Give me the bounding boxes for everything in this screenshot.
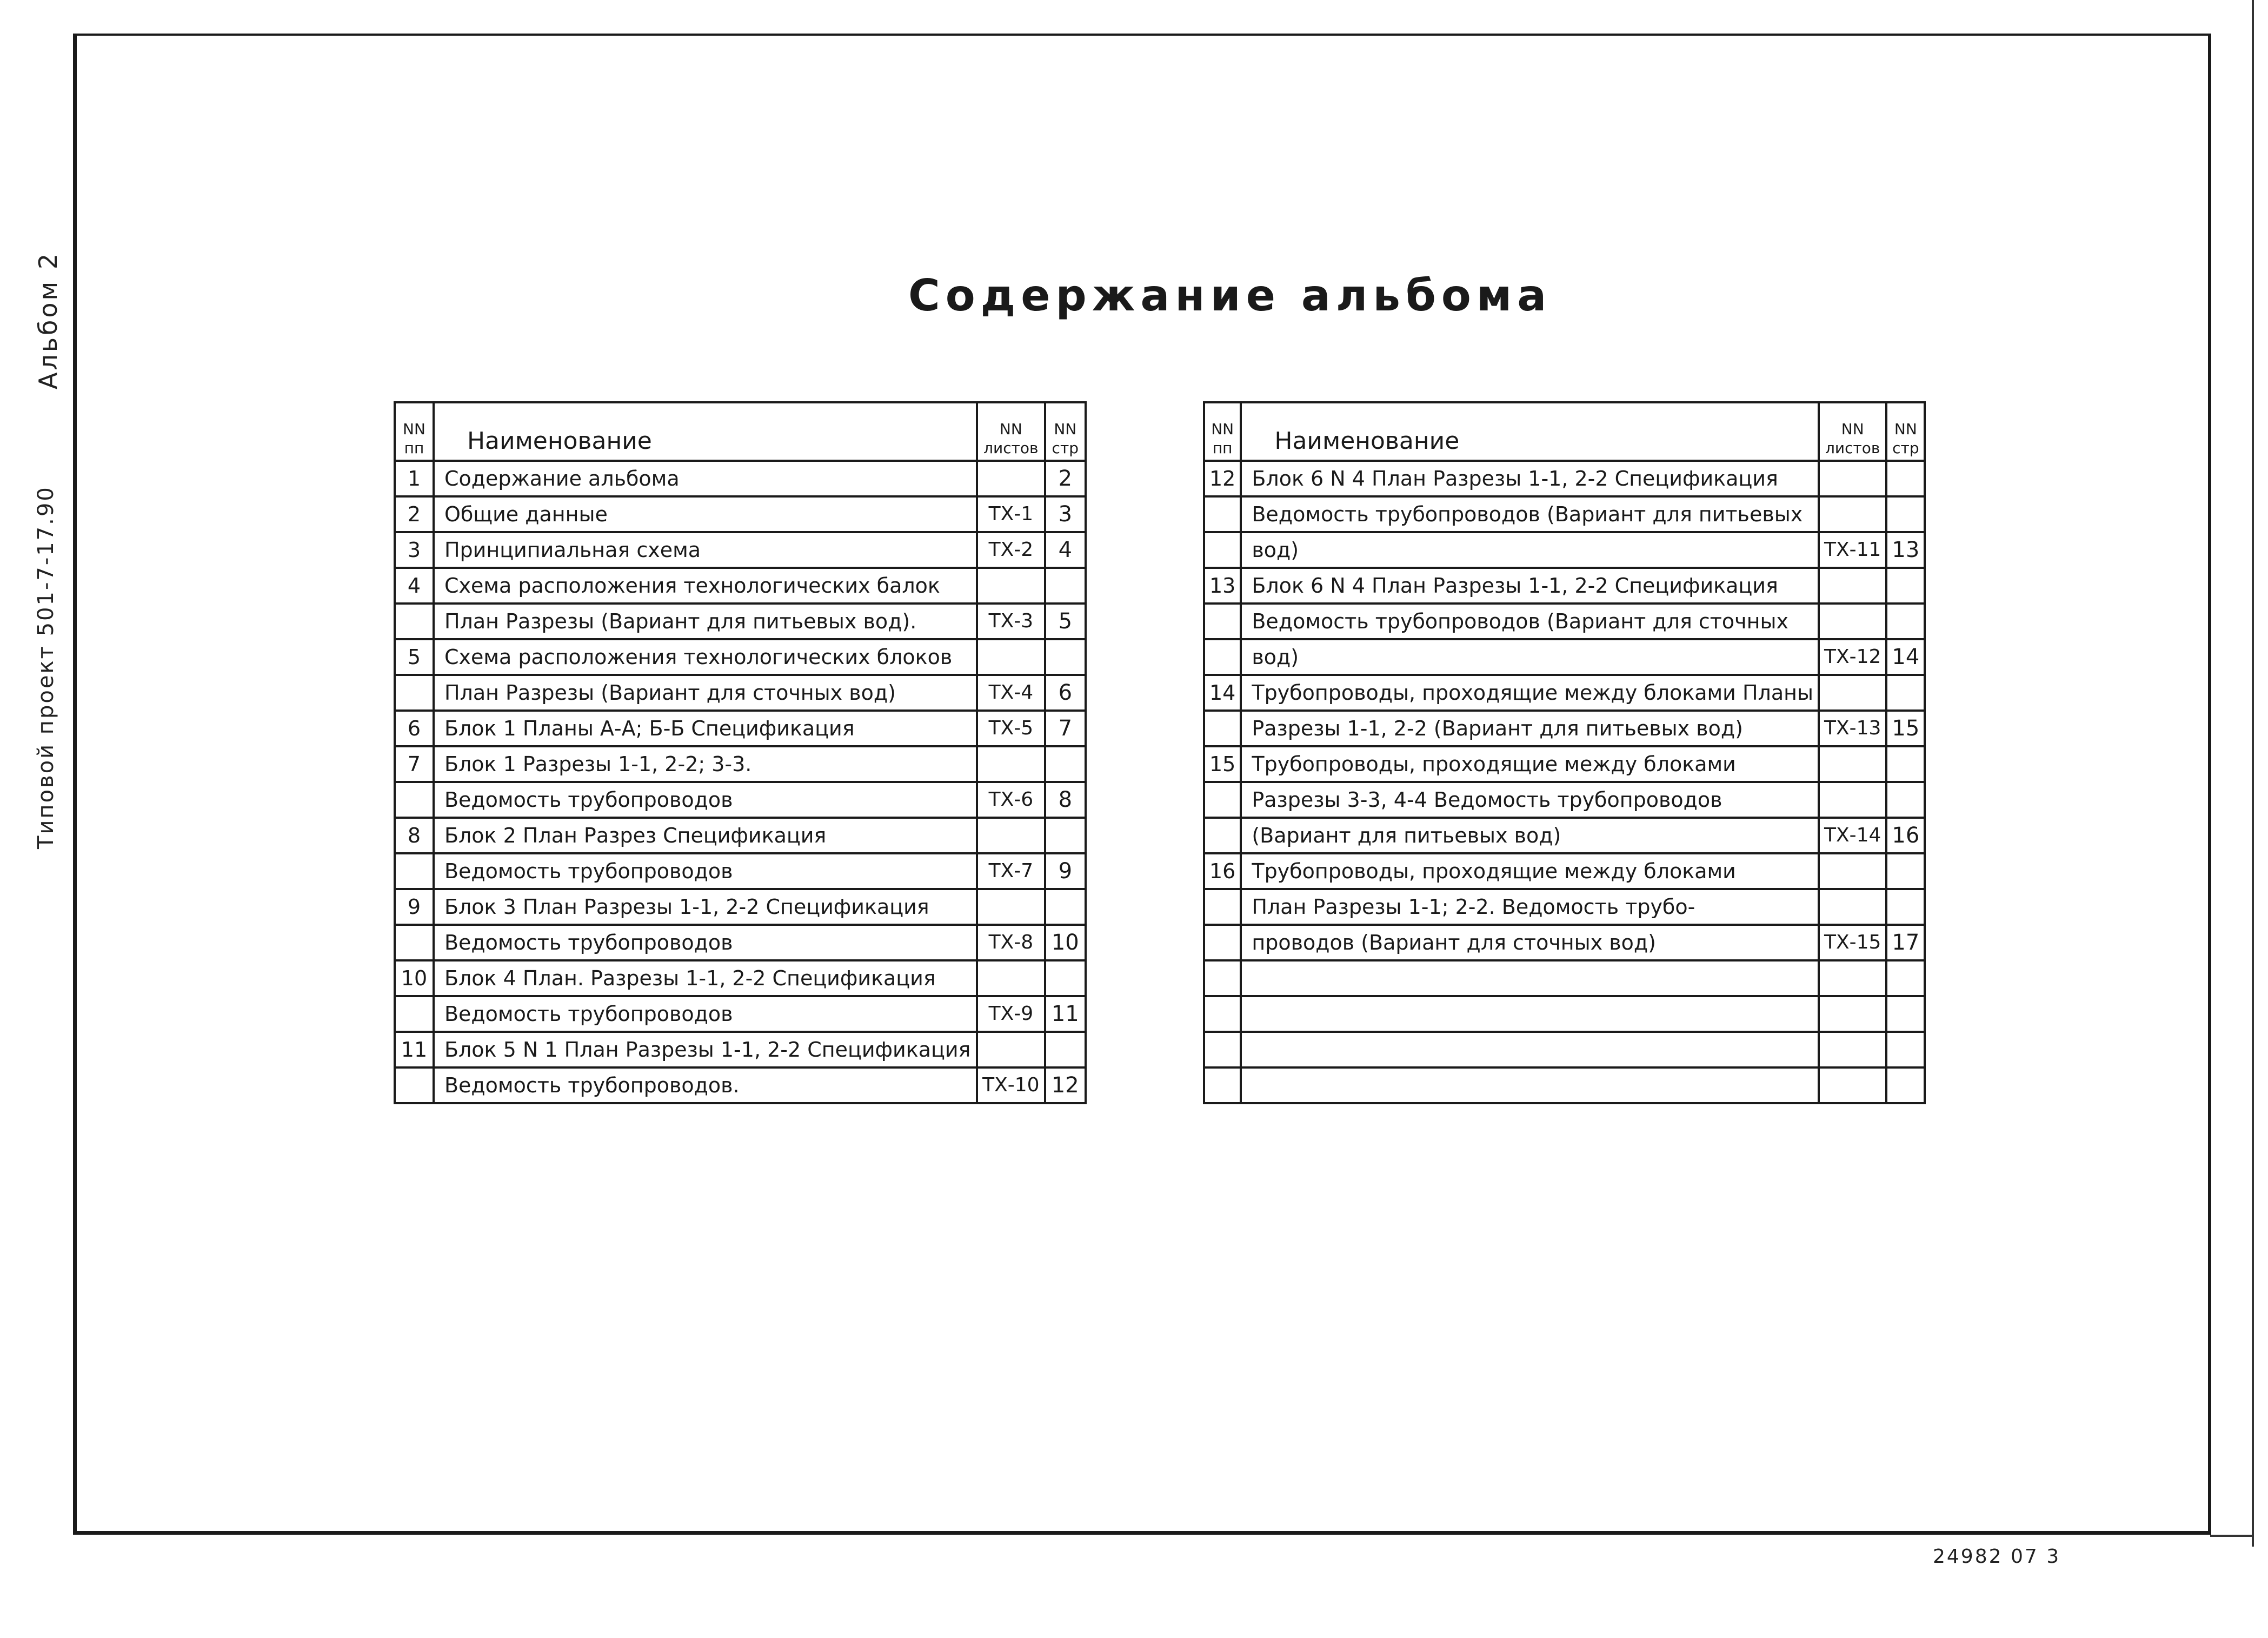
- header-sheets: NN листов: [977, 402, 1045, 461]
- row-page-cell: [1045, 746, 1086, 782]
- row-number-cell: [395, 604, 434, 639]
- row-sheet-cell: ТХ-4: [977, 675, 1045, 711]
- row-name-cell: Блок 1 Планы А-А; Б-Б Спецификация: [434, 711, 977, 746]
- row-name-cell: Трубопроводы, проходящие между блоками: [1241, 746, 1819, 782]
- table-row: [395, 782, 1086, 818]
- row-page-cell: 9: [1045, 853, 1086, 889]
- table-row: [1204, 711, 1925, 746]
- row-sheet-cell: [977, 639, 1045, 675]
- table-row: [395, 532, 1086, 568]
- table-row: [395, 496, 1086, 532]
- row-sheet-cell: [977, 746, 1045, 782]
- outer-frame-right-line: [2252, 0, 2254, 1547]
- row-page-cell: 4: [1045, 532, 1086, 568]
- row-name-cell: Ведомость трубопроводов: [434, 853, 977, 889]
- row-page-cell: 7: [1045, 711, 1086, 746]
- row-number-cell: 14: [1204, 675, 1241, 711]
- row-number-cell: 4: [395, 568, 434, 604]
- row-page-cell: [1886, 568, 1925, 604]
- table-row: [1204, 1067, 1925, 1103]
- row-name-cell: Блок 2 План Разрез Спецификация: [434, 818, 977, 853]
- row-sheet-cell: [977, 568, 1045, 604]
- row-number-cell: [1204, 782, 1241, 818]
- row-number-cell: 3: [395, 532, 434, 568]
- row-page-cell: 5: [1045, 604, 1086, 639]
- row-page-cell: 8: [1045, 782, 1086, 818]
- row-name-cell: вод): [1241, 639, 1819, 675]
- contents-table-left-body: [395, 461, 1086, 1103]
- table-row: [395, 889, 1086, 925]
- row-number-cell: [1204, 1032, 1241, 1067]
- row-name-cell: Схема расположения технологических балок: [434, 568, 977, 604]
- outer-frame-bottom-line: [2210, 1535, 2253, 1537]
- header-sheets: NN листов: [1819, 402, 1886, 461]
- table-row: [395, 746, 1086, 782]
- row-name-cell: Общие данные: [434, 496, 977, 532]
- table-row: [395, 461, 1086, 496]
- row-sheet-cell: ТХ-10: [977, 1067, 1045, 1103]
- row-name-cell: [1241, 1032, 1819, 1067]
- table-row: [1204, 960, 1925, 996]
- row-sheet-cell: ТХ-2: [977, 532, 1045, 568]
- row-name-cell: Трубопроводы, проходящие между блоками Планы: [1241, 675, 1819, 711]
- table-row: [395, 818, 1086, 853]
- row-page-cell: 14: [1886, 639, 1925, 675]
- row-name-cell: (Вариант для питьевых вод): [1241, 818, 1819, 853]
- row-number-cell: 11: [395, 1032, 434, 1067]
- row-page-cell: [1886, 996, 1925, 1032]
- row-sheet-cell: [1819, 746, 1886, 782]
- row-number-cell: [1204, 711, 1241, 746]
- row-number-cell: 5: [395, 639, 434, 675]
- row-page-cell: [1045, 568, 1086, 604]
- table-row: [395, 925, 1086, 960]
- contents-table-left: [394, 401, 1087, 1104]
- row-sheet-cell: ТХ-11: [1819, 532, 1886, 568]
- row-name-cell: Блок 3 План Разрезы 1-1, 2-2 Спецификация: [434, 889, 977, 925]
- row-page-cell: [1886, 675, 1925, 711]
- table-row: [1204, 675, 1925, 711]
- row-number-cell: 6: [395, 711, 434, 746]
- row-sheet-cell: ТХ-6: [977, 782, 1045, 818]
- row-name-cell: Блок 5 N 1 План Разрезы 1-1, 2-2 Спецификация: [434, 1032, 977, 1067]
- row-sheet-cell: ТХ-7: [977, 853, 1045, 889]
- table-row: [395, 996, 1086, 1032]
- row-name-cell: Содержание альбома: [434, 461, 977, 496]
- table-row: [1204, 496, 1925, 532]
- row-name-cell: вод): [1241, 532, 1819, 568]
- row-sheet-cell: [977, 1032, 1045, 1067]
- table-row: [395, 604, 1086, 639]
- row-sheet-cell: ТХ-14: [1819, 818, 1886, 853]
- row-number-cell: [1204, 604, 1241, 639]
- row-sheet-cell: [1819, 604, 1886, 639]
- row-sheet-cell: ТХ-3: [977, 604, 1045, 639]
- row-page-cell: [1886, 461, 1925, 496]
- row-page-cell: [1886, 1032, 1925, 1067]
- row-number-cell: [1204, 532, 1241, 568]
- row-number-cell: 1: [395, 461, 434, 496]
- page-title: Содержание альбома: [908, 270, 1552, 321]
- row-sheet-cell: [1819, 960, 1886, 996]
- table-row: [1204, 925, 1925, 960]
- row-page-cell: [1045, 639, 1086, 675]
- table-row: [395, 711, 1086, 746]
- row-number-cell: 13: [1204, 568, 1241, 604]
- row-name-cell: Принципиальная схема: [434, 532, 977, 568]
- row-page-cell: 13: [1886, 532, 1925, 568]
- row-number-cell: [395, 853, 434, 889]
- row-sheet-cell: ТХ-8: [977, 925, 1045, 960]
- table-row: [395, 639, 1086, 675]
- row-page-cell: 3: [1045, 496, 1086, 532]
- row-number-cell: [395, 675, 434, 711]
- row-name-cell: Ведомость трубопроводов (Вариант для питьевых: [1241, 496, 1819, 532]
- table-row: [1204, 461, 1925, 496]
- row-sheet-cell: [977, 461, 1045, 496]
- header-num: NN пп: [395, 402, 434, 461]
- side-project-label: Типовой проект 501-7-17.90: [34, 486, 58, 849]
- table-row: [1204, 568, 1925, 604]
- row-sheet-cell: ТХ-12: [1819, 639, 1886, 675]
- document-number: 24982 07 3: [1933, 1546, 2061, 1568]
- row-page-cell: [1886, 889, 1925, 925]
- row-sheet-cell: [1819, 1032, 1886, 1067]
- row-number-cell: [1204, 889, 1241, 925]
- row-name-cell: [1241, 960, 1819, 996]
- row-name-cell: План Разрезы 1-1; 2-2. Ведомость трубо-: [1241, 889, 1819, 925]
- table-row: [1204, 853, 1925, 889]
- table-header-row: [1204, 402, 1925, 461]
- row-number-cell: [1204, 818, 1241, 853]
- row-page-cell: [1045, 960, 1086, 996]
- row-number-cell: 10: [395, 960, 434, 996]
- row-number-cell: 12: [1204, 461, 1241, 496]
- row-name-cell: Ведомость трубопроводов: [434, 925, 977, 960]
- row-number-cell: [395, 925, 434, 960]
- row-page-cell: 16: [1886, 818, 1925, 853]
- row-sheet-cell: [977, 818, 1045, 853]
- table-row: [395, 960, 1086, 996]
- table-row: [1204, 746, 1925, 782]
- row-sheet-cell: [1819, 782, 1886, 818]
- row-sheet-cell: ТХ-9: [977, 996, 1045, 1032]
- row-sheet-cell: [1819, 1067, 1886, 1103]
- row-name-cell: Блок 6 N 4 План Разрезы 1-1, 2-2 Спецификация: [1241, 568, 1819, 604]
- row-page-cell: [1886, 746, 1925, 782]
- row-name-cell: Схема расположения технологических блоков: [434, 639, 977, 675]
- row-page-cell: 12: [1045, 1067, 1086, 1103]
- table-row: [1204, 818, 1925, 853]
- row-number-cell: 2: [395, 496, 434, 532]
- row-number-cell: 8: [395, 818, 434, 853]
- row-sheet-cell: [1819, 461, 1886, 496]
- row-sheet-cell: [977, 960, 1045, 996]
- row-number-cell: [1204, 639, 1241, 675]
- row-name-cell: Трубопроводы, проходящие между блоками: [1241, 853, 1819, 889]
- row-number-cell: [395, 996, 434, 1032]
- row-number-cell: [395, 782, 434, 818]
- row-number-cell: 7: [395, 746, 434, 782]
- table-row: [395, 1032, 1086, 1067]
- row-name-cell: Разрезы 3-3, 4-4 Ведомость трубопроводов: [1241, 782, 1819, 818]
- row-sheet-cell: [1819, 568, 1886, 604]
- row-sheet-cell: ТХ-13: [1819, 711, 1886, 746]
- row-sheet-cell: [1819, 496, 1886, 532]
- row-page-cell: 17: [1886, 925, 1925, 960]
- row-number-cell: [1204, 496, 1241, 532]
- row-page-cell: 10: [1045, 925, 1086, 960]
- table-row: [395, 568, 1086, 604]
- row-name-cell: Разрезы 1-1, 2-2 (Вариант для питьевых вод): [1241, 711, 1819, 746]
- row-number-cell: [1204, 960, 1241, 996]
- table-row: [1204, 639, 1925, 675]
- row-name-cell: [1241, 1067, 1819, 1103]
- row-page-cell: 15: [1886, 711, 1925, 746]
- row-number-cell: [1204, 996, 1241, 1032]
- row-name-cell: План Разрезы (Вариант для питьевых вод).: [434, 604, 977, 639]
- row-name-cell: проводов (Вариант для сточных вод): [1241, 925, 1819, 960]
- table-row: [1204, 532, 1925, 568]
- row-page-cell: [1045, 818, 1086, 853]
- row-name-cell: Ведомость трубопроводов.: [434, 1067, 977, 1103]
- row-page-cell: [1886, 496, 1925, 532]
- row-name-cell: Ведомость трубопроводов: [434, 996, 977, 1032]
- side-album-label: Альбом 2: [34, 251, 63, 389]
- row-sheet-cell: [977, 889, 1045, 925]
- row-page-cell: [1886, 782, 1925, 818]
- table-row: [395, 675, 1086, 711]
- row-page-cell: [1045, 889, 1086, 925]
- row-sheet-cell: ТХ-1: [977, 496, 1045, 532]
- row-number-cell: [1204, 1067, 1241, 1103]
- row-number-cell: 15: [1204, 746, 1241, 782]
- row-name-cell: Блок 4 План. Разрезы 1-1, 2-2 Спецификация: [434, 960, 977, 996]
- table-header-row: [395, 402, 1086, 461]
- row-number-cell: [395, 1067, 434, 1103]
- row-sheet-cell: ТХ-5: [977, 711, 1045, 746]
- row-name-cell: Ведомость трубопроводов: [434, 782, 977, 818]
- row-name-cell: Ведомость трубопроводов (Вариант для сточных: [1241, 604, 1819, 639]
- table-row: [1204, 782, 1925, 818]
- row-number-cell: 16: [1204, 853, 1241, 889]
- table-row: [395, 853, 1086, 889]
- header-pages: NN стр: [1886, 402, 1925, 461]
- row-sheet-cell: [1819, 996, 1886, 1032]
- row-name-cell: [1241, 996, 1819, 1032]
- row-name-cell: План Разрезы (Вариант для сточных вод): [434, 675, 977, 711]
- row-sheet-cell: ТХ-15: [1819, 925, 1886, 960]
- table-row: [395, 1067, 1086, 1103]
- table-row: [1204, 996, 1925, 1032]
- header-pages: NN стр: [1045, 402, 1086, 461]
- header-num: NN пп: [1204, 402, 1241, 461]
- row-sheet-cell: [1819, 675, 1886, 711]
- row-page-cell: 11: [1045, 996, 1086, 1032]
- row-page-cell: [1886, 604, 1925, 639]
- table-row: [1204, 1032, 1925, 1067]
- table-row: [1204, 889, 1925, 925]
- row-page-cell: [1886, 853, 1925, 889]
- table-row: [1204, 604, 1925, 639]
- row-page-cell: 2: [1045, 461, 1086, 496]
- row-page-cell: 6: [1045, 675, 1086, 711]
- row-name-cell: Блок 6 N 4 План Разрезы 1-1, 2-2 Спецификация: [1241, 461, 1819, 496]
- header-name: Наименование: [1241, 402, 1819, 461]
- row-number-cell: 9: [395, 889, 434, 925]
- contents-table-right: [1203, 401, 1926, 1104]
- header-name: Наименование: [434, 402, 977, 461]
- row-page-cell: [1886, 1067, 1925, 1103]
- row-sheet-cell: [1819, 889, 1886, 925]
- contents-table-right-body: [1204, 461, 1925, 1103]
- row-number-cell: [1204, 925, 1241, 960]
- row-name-cell: Блок 1 Разрезы 1-1, 2-2; 3-3.: [434, 746, 977, 782]
- row-sheet-cell: [1819, 853, 1886, 889]
- row-page-cell: [1886, 960, 1925, 996]
- row-page-cell: [1045, 1032, 1086, 1067]
